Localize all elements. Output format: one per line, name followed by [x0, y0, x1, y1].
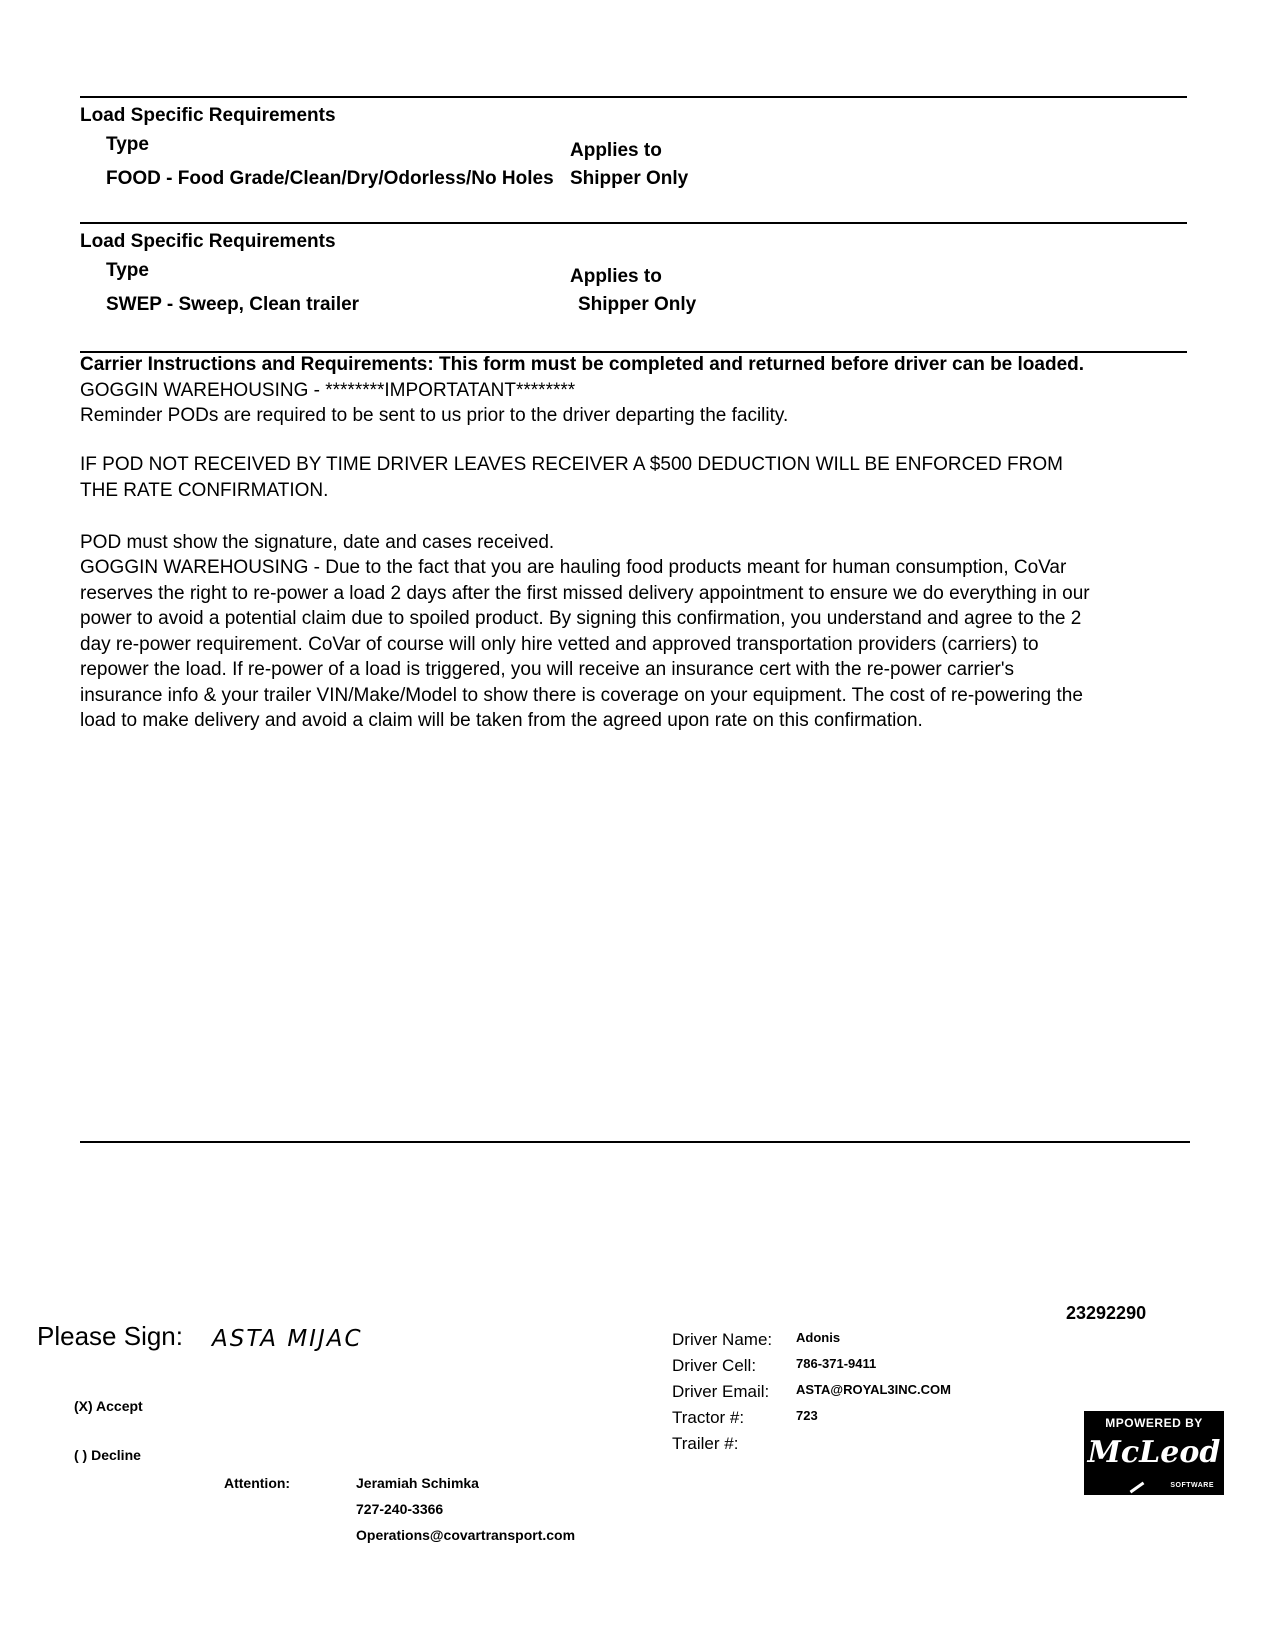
tractor-label: Tractor #:	[672, 1408, 745, 1427]
logo-brand: McLeod	[1087, 1435, 1221, 1470]
section-divider	[80, 222, 1187, 224]
please-sign-label: Please Sign:	[37, 1321, 183, 1351]
requirement-applies-to: Shipper Only	[578, 294, 697, 315]
signature-value: ASTA MIJAC	[212, 1326, 363, 1352]
trailer-label: Trailer #:	[672, 1434, 739, 1453]
section-divider	[80, 351, 1187, 353]
accept-option[interactable]: (X) Accept	[74, 1398, 143, 1414]
driver-cell-label: Driver Cell:	[672, 1356, 757, 1375]
requirements-section-title: Load Specific Requirements	[80, 231, 336, 252]
driver-cell-value: 786-371-9411	[796, 1356, 877, 1371]
requirement-applies-to: Shipper Only	[570, 168, 689, 189]
instruction-line: POD must show the signature, date and cases received.	[80, 532, 555, 553]
type-column-header: Type	[106, 134, 149, 155]
attention-phone: 727-240-3366	[356, 1501, 444, 1517]
instruction-paragraph: IF POD NOT RECEIVED BY TIME DRIVER LEAVES RECEIVER A $500 DEDUCTION WILL BE ENFORCED FROM THE RATE CONFIRMATION.	[80, 454, 1063, 501]
section-divider	[80, 1141, 1190, 1143]
driver-email-value: ASTA@ROYAL3INC.COM	[796, 1382, 951, 1397]
attention-label: Attention:	[224, 1475, 291, 1491]
attention-email: Operations@covartransport.com	[356, 1527, 576, 1543]
logo-swoosh	[1130, 1482, 1145, 1494]
instruction-line: Reminder PODs are required to be sent to us prior to the driver departing the facility.	[80, 405, 789, 426]
instruction-line: GOGGIN WAREHOUSING - ********IMPORTATANT********	[80, 380, 576, 401]
requirements-section-title: Load Specific Requirements	[80, 105, 336, 126]
driver-email-label: Driver Email:	[672, 1382, 770, 1401]
decline-option[interactable]: ( ) Decline	[74, 1447, 141, 1463]
section-divider	[80, 96, 1187, 98]
logo-tagline: MPOWERED BY	[1105, 1416, 1203, 1430]
carrier-instructions-title: Carrier Instructions and Requirements: This form must be completed and returned before driver can be loaded.	[80, 354, 1085, 375]
logo-subtitle: SOFTWARE	[1170, 1482, 1214, 1489]
applies-to-column-header: Applies to	[570, 140, 662, 161]
instruction-paragraph: GOGGIN WAREHOUSING - Due to the fact that you are hauling food products meant for human consumption, CoVar reserves the right to re-power a load 2 days after the first missed delivery appointment to ensure we do everything in our power to avoid a potential claim due to spoiled product. By signing this confirmation, you understand and agree to the 2 day re-power requirement. CoVar of course will only hire vetted and approved transportation providers (carriers) to repower the load. If re-power of a load is triggered, you will receive an insurance cert with the re-power carrier's insurance info & your trailer VIN/Make/Model to show there is coverage on your equipment. The cost of re-powering the load to make delivery and avoid a claim will be taken from the agreed upon rate on this confirmation.	[80, 557, 1090, 731]
mcleod-logo	[1084, 1411, 1224, 1495]
tractor-value: 723	[796, 1408, 818, 1423]
applies-to-column-header: Applies to	[570, 266, 662, 287]
driver-name-label: Driver Name:	[672, 1330, 773, 1349]
attention-name: Jeramiah Schimka	[356, 1475, 479, 1491]
driver-name-value: Adonis	[796, 1330, 841, 1345]
requirement-type: FOOD - Food Grade/Clean/Dry/Odorless/No Holes	[106, 168, 554, 189]
load-number: 23292290	[1066, 1303, 1147, 1323]
requirement-type: SWEP - Sweep, Clean trailer	[106, 294, 360, 315]
type-column-header: Type	[106, 260, 149, 281]
